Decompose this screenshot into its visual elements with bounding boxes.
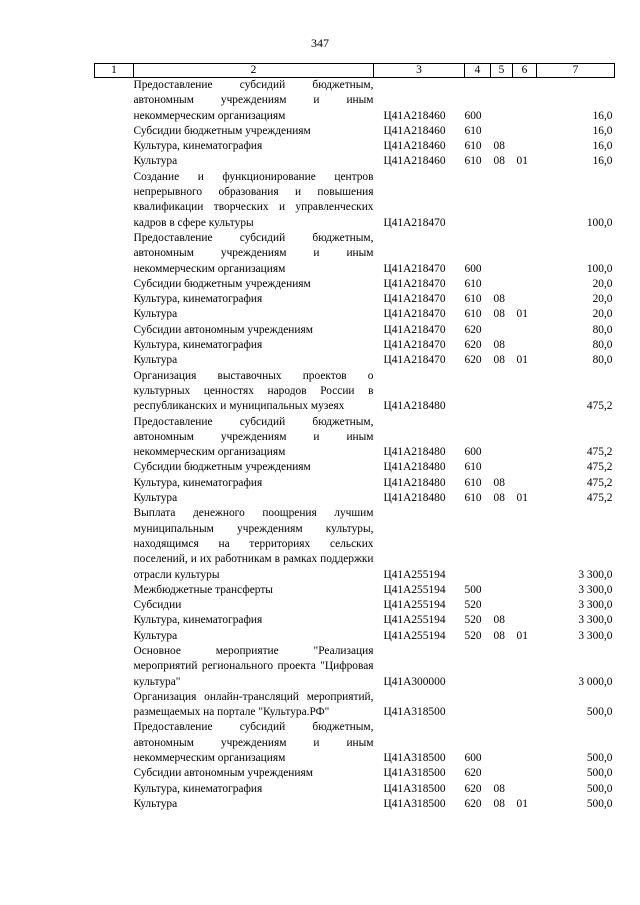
row-pr-cell: [513, 506, 537, 582]
row-code-cell: Ц41А255194: [383, 583, 446, 596]
row-vr-cell: [465, 690, 491, 721]
row-code-cell: Ц41А218460: [383, 155, 446, 168]
row-rz-cell: [491, 720, 513, 766]
row-name-cell: Предоставление субсидий бюджетным, автономным учреждениям и иным некоммерческим организациям: [133, 231, 374, 275]
row-code-cell: Ц41А218470: [383, 339, 446, 352]
row-number-cell: [95, 797, 134, 812]
row-code-cell: Ц41А218480: [383, 446, 446, 459]
row-amount-cell: 3 300,0: [578, 629, 613, 642]
row-number-cell: [95, 766, 134, 781]
row-code-cell: Ц41А255194: [383, 629, 446, 642]
row-name-cell: Культура, кинематография: [133, 476, 263, 489]
row-vr-cell: 610: [464, 155, 482, 168]
row-number-cell: [95, 353, 134, 368]
row-number-cell: [95, 369, 134, 415]
row-amount-cell: 3 300,0: [578, 614, 613, 627]
row-pr-cell: [513, 124, 537, 139]
row-pr-cell: [513, 766, 537, 781]
row-number-cell: [95, 139, 134, 154]
row-vr-cell: [465, 369, 491, 415]
row-amount-cell: 500,0: [586, 767, 613, 780]
row-number-cell: [95, 690, 134, 721]
column-header-5: 5: [491, 64, 513, 78]
table-row: [95, 491, 615, 506]
row-name-cell: Межбюджетные трансферты: [133, 583, 273, 596]
column-header-3: 3: [374, 64, 465, 78]
row-amount-cell: 80,0: [592, 339, 613, 352]
table-row: [95, 78, 615, 124]
column-header-1: 1: [95, 64, 134, 78]
row-number-cell: [95, 292, 134, 307]
row-vr-cell: [465, 506, 491, 582]
row-number-cell: [95, 231, 134, 277]
table-row: [95, 369, 615, 415]
row-rz-cell: [491, 583, 513, 598]
row-vr-cell: [465, 170, 491, 231]
row-pr-cell: [513, 231, 537, 277]
table-row: [95, 292, 615, 307]
table-row: [95, 338, 615, 353]
row-code-cell: Ц41А255194: [383, 599, 446, 612]
row-name-cell: Субсидии бюджетным учреждениям: [133, 461, 311, 474]
row-amount-cell: 500,0: [586, 797, 613, 810]
row-rz-cell: [491, 124, 513, 139]
row-code-cell: Ц41А218470: [383, 216, 446, 229]
row-vr-cell: 610: [464, 124, 482, 137]
row-amount-cell: 3 000,0: [578, 675, 613, 688]
row-code-cell: Ц41А255194: [383, 568, 446, 581]
row-vr-cell: 520: [464, 614, 482, 627]
row-amount-cell: 475,2: [586, 446, 613, 459]
row-vr-cell: 610: [464, 308, 482, 321]
row-name-cell: Культура: [133, 354, 178, 367]
row-number-cell: [95, 415, 134, 461]
row-pr-cell: 01: [516, 354, 528, 367]
page-number: 347: [311, 36, 329, 50]
row-code-cell: Ц41А218470: [383, 354, 446, 367]
row-vr-cell: 610: [464, 461, 482, 474]
row-code-cell: Ц41А218460: [383, 109, 446, 122]
row-vr-cell: 620: [464, 354, 482, 367]
row-number-cell: [95, 277, 134, 292]
row-pr-cell: [513, 598, 537, 613]
row-name-cell: Субсидии: [133, 599, 182, 612]
row-pr-cell: 01: [516, 797, 528, 810]
row-code-cell: Ц41А318500: [383, 767, 446, 780]
row-name-cell: Культура: [133, 797, 178, 810]
row-code-cell: Ц41А218470: [383, 262, 446, 275]
column-header-4: 4: [465, 64, 491, 78]
table-row: [95, 307, 615, 322]
column-header-6: 6: [513, 64, 537, 78]
row-code-cell: Ц41А218460: [383, 140, 446, 153]
row-amount-cell: 500,0: [586, 752, 613, 765]
row-rz-cell: [491, 690, 513, 721]
row-pr-cell: [513, 415, 537, 461]
row-number-cell: [95, 170, 134, 231]
row-name-cell: Предоставление субсидий бюджетным, автономным учреждениям и иным некоммерческим организациям: [133, 79, 374, 122]
table-row: [95, 720, 615, 766]
row-rz-cell: [491, 231, 513, 277]
row-amount-cell: 100,0: [586, 216, 613, 229]
row-amount-cell: 3 300,0: [578, 583, 613, 596]
table-row: [95, 583, 615, 598]
table-row: [95, 598, 615, 613]
table-row: [95, 782, 615, 797]
row-name-cell: Выплата денежного поощрения лучшим муниципальным учреждениям культуры, находящимся на территориях сельских поселений, и их работникам в рамках поддержки отрасли культуры: [133, 507, 374, 581]
row-vr-cell: 600: [464, 446, 482, 459]
row-number-cell: [95, 613, 134, 628]
row-number-cell: [95, 476, 134, 491]
row-name-cell: Культура, кинематография: [133, 614, 263, 627]
row-rz-cell: 08: [493, 782, 505, 795]
header-row: [95, 64, 615, 78]
row-number-cell: [95, 307, 134, 322]
row-amount-cell: 500,0: [586, 706, 613, 719]
table-row: [95, 506, 615, 582]
row-vr-cell: 620: [464, 782, 482, 795]
row-vr-cell: 600: [464, 262, 482, 275]
row-number-cell: [95, 338, 134, 353]
row-pr-cell: 01: [516, 629, 528, 642]
row-vr-cell: 620: [464, 323, 482, 336]
row-pr-cell: [513, 782, 537, 797]
row-pr-cell: [513, 277, 537, 292]
row-code-cell: Ц41А218480: [383, 492, 446, 505]
row-pr-cell: [513, 690, 537, 721]
row-vr-cell: 620: [464, 797, 482, 810]
row-name-cell: Субсидии автономным учреждениям: [133, 767, 313, 780]
row-amount-cell: 20,0: [592, 277, 613, 290]
row-name-cell: Культура: [133, 492, 178, 505]
row-amount-cell: 500,0: [586, 782, 613, 795]
row-name-cell: Культура: [133, 155, 178, 168]
row-code-cell: Ц41А318500: [383, 752, 446, 765]
table-row: [95, 644, 615, 690]
row-number-cell: [95, 491, 134, 506]
row-pr-cell: 01: [516, 308, 528, 321]
row-name-cell: Субсидии бюджетным учреждениям: [133, 277, 311, 290]
row-name-cell: Создание и функционирование центров непрерывного образования и повышения квалификации творческих и управленческих кадров в сфере культуры: [133, 170, 374, 229]
row-pr-cell: [513, 583, 537, 598]
row-code-cell: Ц41А218460: [383, 124, 446, 137]
table-row: [95, 460, 615, 475]
row-amount-cell: 475,2: [586, 400, 613, 413]
row-amount-cell: 475,2: [586, 492, 613, 505]
row-code-cell: Ц41А218470: [383, 277, 446, 290]
table-row: [95, 154, 615, 169]
row-amount-cell: 20,0: [592, 308, 613, 321]
row-pr-cell: [513, 720, 537, 766]
row-name-cell: Субсидии автономным учреждениям: [133, 323, 313, 336]
row-rz-cell: 08: [493, 476, 505, 489]
row-pr-cell: [513, 460, 537, 475]
row-amount-cell: 16,0: [592, 155, 613, 168]
row-amount-cell: 475,2: [586, 476, 613, 489]
row-name-cell: Предоставление субсидий бюджетным, автономным учреждениям и иным некоммерческим организациям: [133, 721, 374, 765]
row-rz-cell: [491, 170, 513, 231]
row-pr-cell: [513, 613, 537, 628]
row-pr-cell: 01: [516, 492, 528, 505]
row-name-cell: Культура: [133, 629, 178, 642]
row-rz-cell: [491, 415, 513, 461]
row-pr-cell: [513, 139, 537, 154]
row-rz-cell: [491, 644, 513, 690]
row-vr-cell: 610: [464, 476, 482, 489]
row-pr-cell: [513, 338, 537, 353]
row-code-cell: Ц41А218480: [383, 476, 446, 489]
row-pr-cell: [513, 644, 537, 690]
table-row: [95, 231, 615, 277]
row-rz-cell: [491, 277, 513, 292]
row-rz-cell: [491, 766, 513, 781]
row-rz-cell: 08: [493, 308, 505, 321]
row-amount-cell: 20,0: [592, 293, 613, 306]
row-code-cell: Ц41А218470: [383, 293, 446, 306]
table-row: [95, 353, 615, 368]
row-rz-cell: 08: [493, 293, 505, 306]
row-number-cell: [95, 720, 134, 766]
row-name-cell: Субсидии бюджетным учреждениям: [133, 124, 311, 137]
row-number-cell: [95, 644, 134, 690]
row-code-cell: Ц41А218480: [383, 461, 446, 474]
row-rz-cell: 08: [493, 492, 505, 505]
row-amount-cell: 475,2: [586, 461, 613, 474]
row-pr-cell: [513, 292, 537, 307]
row-vr-cell: 600: [464, 752, 482, 765]
row-vr-cell: 610: [464, 140, 482, 153]
table-row: [95, 170, 615, 231]
row-code-cell: Ц41А318500: [383, 706, 446, 719]
row-name-cell: Организация выставочных проектов о культурных ценностях народов России в республиканских и муниципальных музеях: [133, 369, 374, 413]
row-pr-cell: [513, 323, 537, 338]
row-pr-cell: 01: [516, 155, 528, 168]
row-number-cell: [95, 323, 134, 338]
table-row: [95, 797, 615, 812]
table-row: [95, 476, 615, 491]
row-number-cell: [95, 782, 134, 797]
row-amount-cell: 16,0: [592, 109, 613, 122]
row-vr-cell: 620: [464, 339, 482, 352]
row-name-cell: Культура: [133, 308, 178, 321]
column-header-7: 7: [537, 64, 615, 78]
row-pr-cell: [513, 369, 537, 415]
table-row: [95, 629, 615, 644]
row-rz-cell: [491, 369, 513, 415]
row-rz-cell: 08: [493, 614, 505, 627]
row-amount-cell: 16,0: [592, 124, 613, 137]
table-row: [95, 124, 615, 139]
row-vr-cell: 600: [464, 109, 482, 122]
row-number-cell: [95, 78, 134, 124]
row-name-cell: Культура, кинематография: [133, 782, 263, 795]
row-vr-cell: 610: [464, 277, 482, 290]
row-number-cell: [95, 583, 134, 598]
row-amount-cell: 100,0: [586, 262, 613, 275]
row-code-cell: Ц41А318500: [383, 782, 446, 795]
table-row: [95, 690, 615, 721]
row-pr-cell: [513, 170, 537, 231]
row-amount-cell: 3 300,0: [578, 568, 613, 581]
row-vr-cell: 620: [464, 767, 482, 780]
row-rz-cell: 08: [493, 797, 505, 810]
table-row: [95, 277, 615, 292]
row-rz-cell: 08: [493, 155, 505, 168]
row-pr-cell: [513, 476, 537, 491]
row-amount-cell: 16,0: [592, 140, 613, 153]
row-rz-cell: [491, 506, 513, 582]
budget-table: [94, 63, 615, 812]
row-code-cell: Ц41А218470: [383, 323, 446, 336]
row-vr-cell: 520: [464, 599, 482, 612]
row-amount-cell: 3 300,0: [578, 599, 613, 612]
row-vr-cell: 520: [464, 629, 482, 642]
row-code-cell: Ц41А218480: [383, 400, 446, 413]
row-vr-cell: 610: [464, 293, 482, 306]
row-amount-cell: 80,0: [592, 323, 613, 336]
row-number-cell: [95, 154, 134, 169]
row-rz-cell: [491, 323, 513, 338]
row-number-cell: [95, 629, 134, 644]
table-row: [95, 613, 615, 628]
row-code-cell: Ц41А300000: [383, 675, 446, 688]
row-name-cell: Культура, кинематография: [133, 140, 263, 153]
table-row: [95, 139, 615, 154]
table-row: [95, 415, 615, 461]
row-name-cell: Культура, кинематография: [133, 293, 263, 306]
row-rz-cell: 08: [493, 354, 505, 367]
row-number-cell: [95, 460, 134, 475]
row-vr-cell: [465, 644, 491, 690]
table-body: [95, 78, 615, 813]
row-name-cell: Предоставление субсидий бюджетным, автономным учреждениям и иным некоммерческим организациям: [133, 415, 374, 459]
row-vr-cell: 610: [464, 492, 482, 505]
row-number-cell: [95, 506, 134, 582]
row-rz-cell: [491, 598, 513, 613]
row-pr-cell: [513, 78, 537, 124]
row-number-cell: [95, 124, 134, 139]
row-code-cell: Ц41А255194: [383, 614, 446, 627]
row-name-cell: Основное мероприятие "Реализация мероприятий регионального проекта "Цифровая культура": [133, 644, 374, 688]
table-row: [95, 323, 615, 338]
row-name-cell: Организация онлайн-трансляций мероприятий, размещаемых на портале "Культура.РФ": [133, 690, 374, 719]
row-rz-cell: 08: [493, 339, 505, 352]
row-rz-cell: 08: [493, 629, 505, 642]
row-code-cell: Ц41А218470: [383, 308, 446, 321]
row-name-cell: Культура, кинематография: [133, 339, 263, 352]
row-amount-cell: 80,0: [592, 354, 613, 367]
row-vr-cell: 500: [464, 583, 482, 596]
row-number-cell: [95, 598, 134, 613]
row-code-cell: Ц41А318500: [383, 797, 446, 810]
row-rz-cell: [491, 78, 513, 124]
row-rz-cell: 08: [493, 140, 505, 153]
table-row: [95, 766, 615, 781]
row-rz-cell: [491, 460, 513, 475]
column-header-2: 2: [134, 64, 374, 78]
